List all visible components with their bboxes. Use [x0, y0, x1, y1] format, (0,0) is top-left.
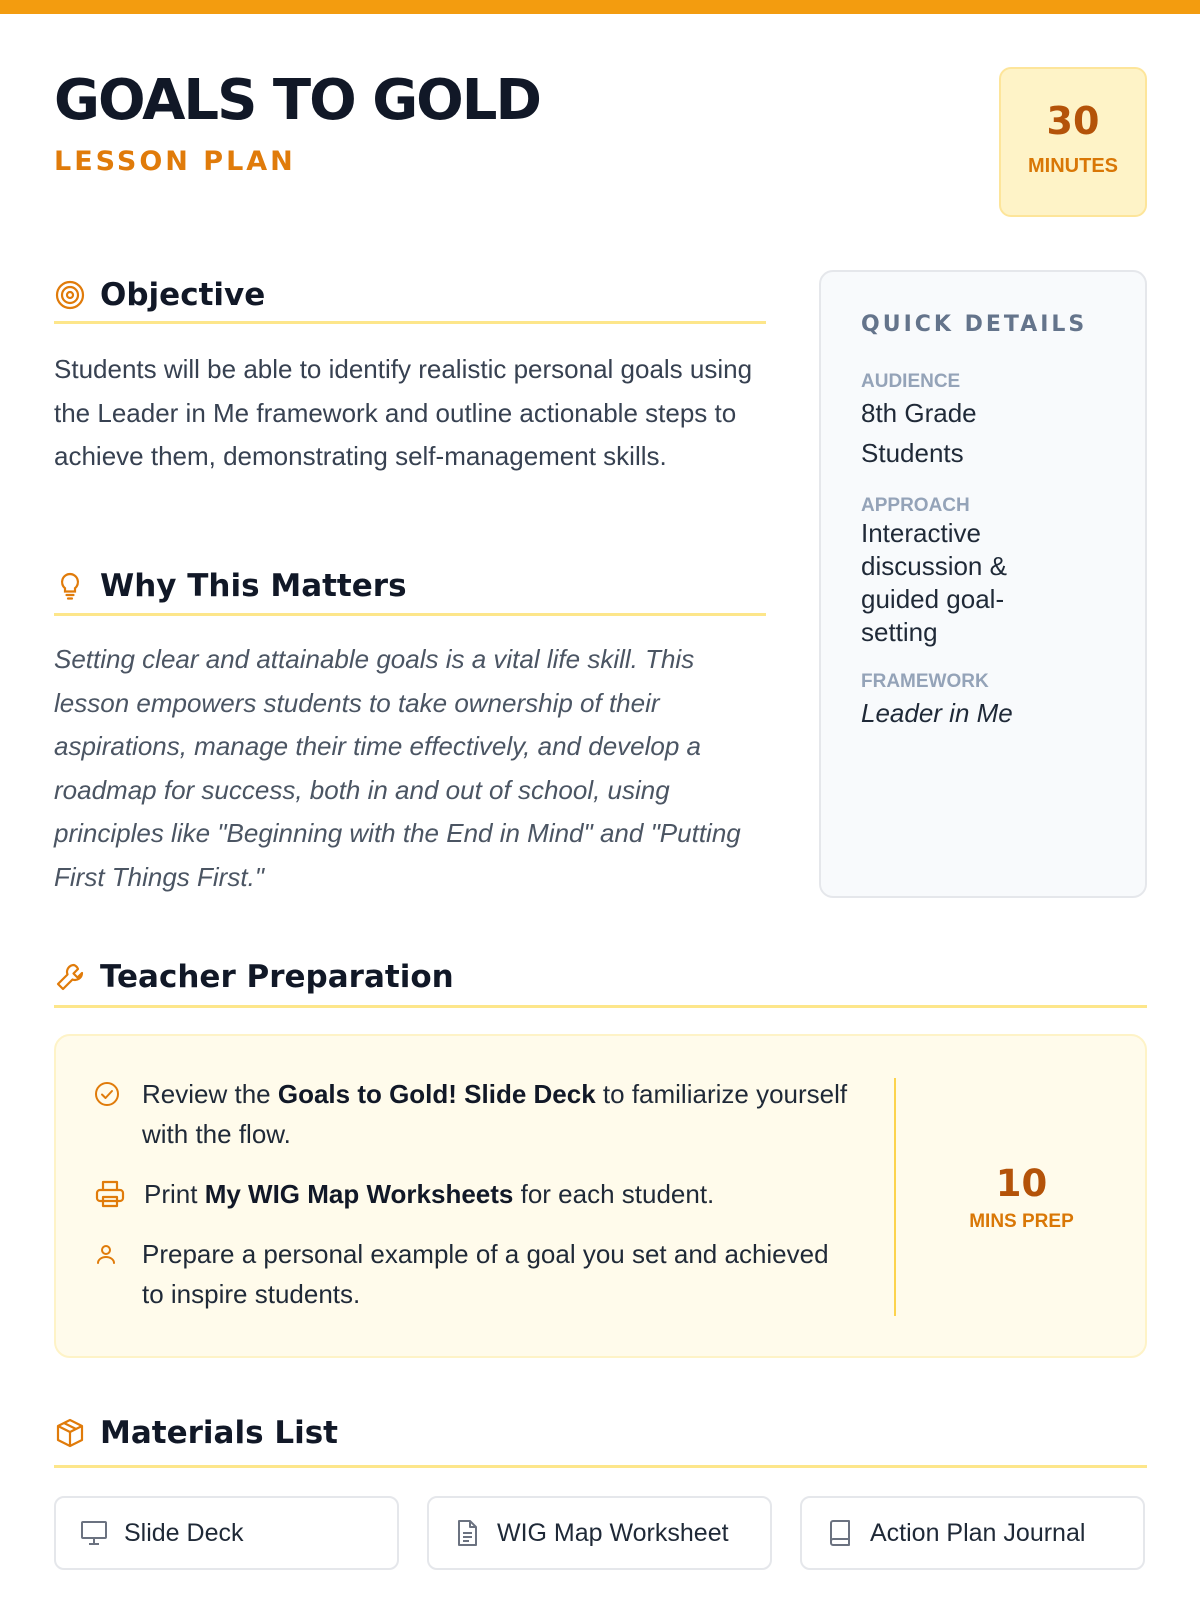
prep-item-review-slides [94, 1074, 854, 1154]
prep-time-badge [896, 1162, 1147, 1233]
quick-details-card [819, 270, 1147, 898]
duration-value: 30 [1046, 99, 1100, 143]
book-icon [824, 1517, 856, 1549]
top-accent-bar [0, 0, 1200, 14]
prep-item-text: Review the Goals to Gold! Slide Deck to familiarize yourself with the flow. [142, 1079, 848, 1149]
approach-value: Interactive discussion & guided goal-setting [861, 518, 1007, 647]
preparation-box [54, 1034, 1147, 1358]
user-icon [94, 1234, 128, 1274]
material-slide-deck [54, 1496, 399, 1570]
page-title: GOALS TO GOLD [54, 68, 540, 133]
material-label: WIG Map Worksheet [497, 1518, 729, 1547]
why-heading [54, 558, 766, 616]
materials-list [54, 1496, 1147, 1570]
prep-time-value: 10 [995, 1162, 1048, 1205]
prep-item-text: Prepare a personal example of a goal you set and achieved to inspire students. [142, 1239, 829, 1309]
prep-item-text: Print My WIG Map Worksheets for each student. [144, 1179, 715, 1209]
presentation-icon [78, 1517, 110, 1549]
prep-item-personal-example [94, 1234, 854, 1314]
materials-heading-text: Materials List [100, 1414, 338, 1451]
check-circle-icon [94, 1074, 128, 1114]
package-icon [54, 1417, 86, 1449]
materials-heading [54, 1400, 1147, 1468]
approach-label: APPROACH [861, 495, 970, 516]
why-text: Setting clear and attainable goals is a vital life skill. This lesson empowers students to take ownership of their aspirations, manage their time effectively, and develop a roadmap for success, both in and out of school, using principles like "Beginning with the End in Mind" and "Putting First Things First." [54, 644, 741, 892]
preparation-list [94, 1074, 854, 1334]
objective-text: Students will be able to identify realistic personal goals using the Leader in Me framework and outline actionable steps to achieve them, demonstrating self-management skills. [54, 354, 753, 471]
duration-unit: MINUTES [1028, 155, 1118, 177]
wrench-icon [54, 961, 86, 993]
duration-badge [999, 67, 1147, 217]
prep-item-print-worksheets [94, 1174, 854, 1214]
preparation-heading [54, 948, 1147, 1008]
material-label: Slide Deck [124, 1518, 244, 1547]
objective-heading-text: Objective [100, 276, 266, 313]
page-subtitle: LESSON PLAN [54, 146, 296, 177]
audience-label: AUDIENCE [861, 371, 961, 392]
framework-value: Leader in Me [861, 698, 1013, 728]
objective-heading [54, 268, 766, 324]
lightbulb-icon [54, 570, 86, 602]
material-action-plan-journal [800, 1496, 1145, 1570]
prep-time-unit: MINS PREP [969, 1211, 1074, 1232]
material-wig-map-worksheet [427, 1496, 772, 1570]
quick-details-heading: QUICK DETAILS [861, 312, 1088, 337]
why-heading-text: Why This Matters [100, 567, 407, 604]
preparation-heading-text: Teacher Preparation [100, 958, 454, 995]
framework-label: FRAMEWORK [861, 671, 989, 692]
material-label: Action Plan Journal [870, 1518, 1086, 1547]
target-icon [54, 279, 86, 311]
audience-value: 8th Grade Students [861, 398, 977, 468]
printer-icon [94, 1174, 128, 1214]
document-icon [451, 1517, 483, 1549]
